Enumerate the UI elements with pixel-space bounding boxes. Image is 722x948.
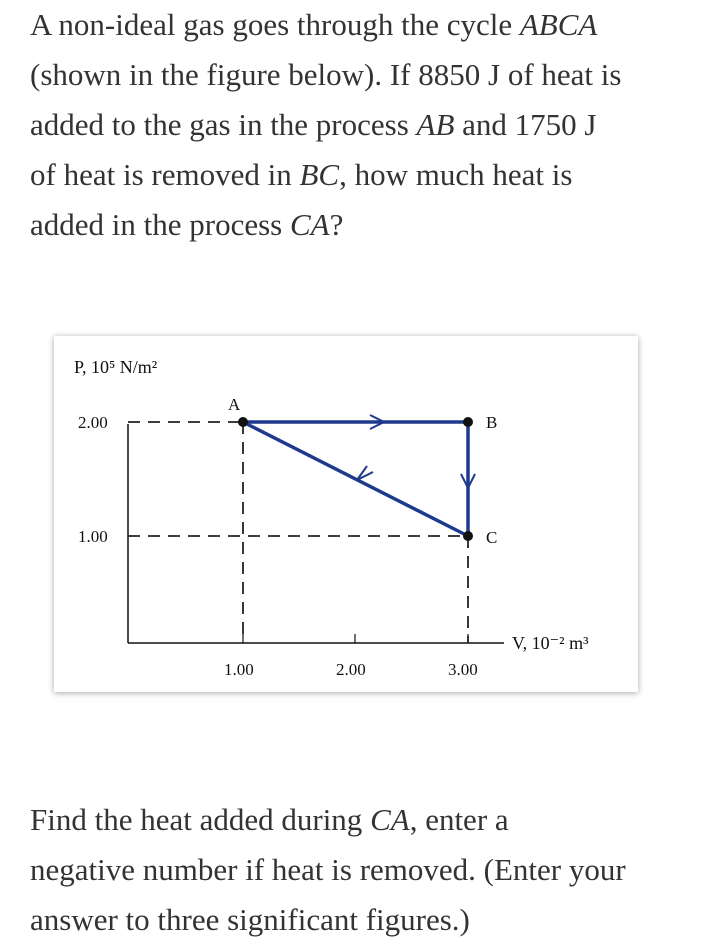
pv-diagram xyxy=(54,336,638,692)
question-line-5-text: added in the process xyxy=(30,207,290,242)
arrow-ca-icon xyxy=(357,466,373,480)
question-line-2: (shown in the figure below). If 8850 J of heat is xyxy=(30,57,622,92)
point-a-dot xyxy=(238,417,248,427)
x-tick-label-3: 3.00 xyxy=(448,660,478,679)
question-line-3-tail: and 1750 J xyxy=(454,107,597,142)
prompt-line-1-text: Find the heat added during xyxy=(30,802,371,837)
path-ca xyxy=(243,422,468,536)
x-tick-label-2: 2.00 xyxy=(336,660,366,679)
question-line-4-text: of heat is removed in xyxy=(30,157,300,192)
question-line-5 xyxy=(30,200,698,250)
question-line-3 xyxy=(30,100,698,150)
pv-diagram-figure xyxy=(54,336,638,692)
x-axis-label: V, 10⁻² m³ xyxy=(512,633,589,653)
y-tick-label-1: 1.00 xyxy=(78,527,108,546)
point-a-label: A xyxy=(228,395,241,414)
prompt-line-1 xyxy=(30,795,698,845)
process-bc-label: BC xyxy=(299,157,340,192)
point-c-label: C xyxy=(486,528,498,547)
prompt-text xyxy=(30,795,698,945)
question-line-3-text: added to the gas in the process xyxy=(30,107,417,142)
process-ab-label: AB xyxy=(416,107,455,142)
question-line-4-tail: , how much heat is xyxy=(339,157,573,192)
prompt-process-label: CA xyxy=(370,802,410,837)
point-b-label: B xyxy=(486,413,498,432)
question-line-1 xyxy=(30,0,698,50)
process-ca-label: CA xyxy=(289,207,330,242)
question-line-5-tail: ? xyxy=(329,207,344,242)
prompt-line-2: negative number if heat is removed. (Enter your xyxy=(30,852,626,887)
point-b-dot xyxy=(463,417,473,427)
point-c-dot xyxy=(463,531,473,541)
question-text xyxy=(30,0,698,250)
prompt-line-1-tail: , enter a xyxy=(409,802,509,837)
y-axis-label: P, 10⁵ N/m² xyxy=(74,357,158,377)
question-line-1-text: A non-ideal gas goes through the cycle xyxy=(30,7,520,42)
y-tick-label-2: 2.00 xyxy=(78,413,108,432)
question-line-4 xyxy=(30,150,698,200)
cycle-label: ABCA xyxy=(519,7,598,42)
x-tick-label-1: 1.00 xyxy=(224,660,254,679)
prompt-line-3: answer to three significant figures.) xyxy=(30,902,470,937)
